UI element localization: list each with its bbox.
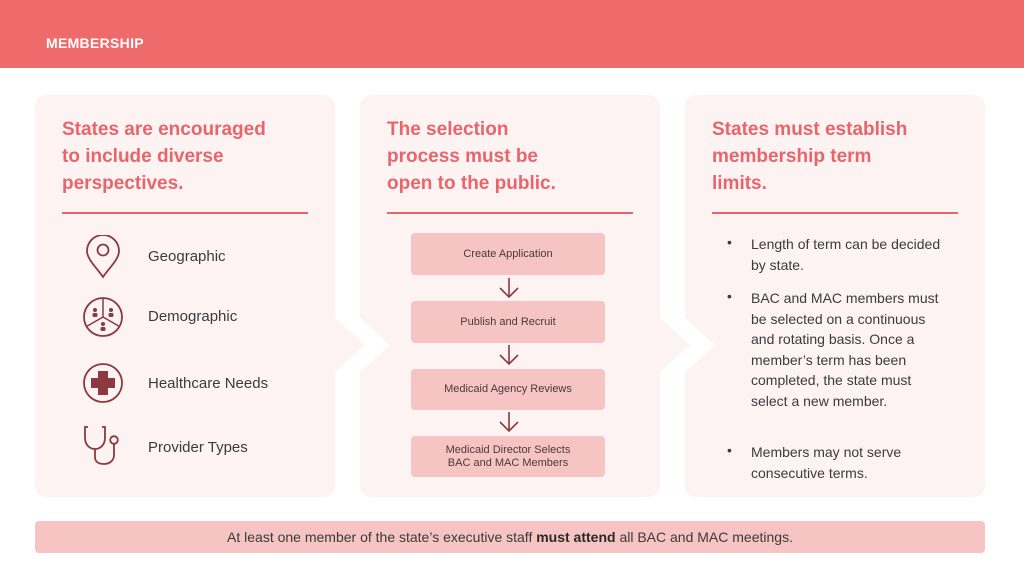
- arrow-down-icon: [497, 277, 521, 299]
- flow-step-line: Publish and Recruit: [460, 315, 556, 328]
- medical-cross-icon: [82, 362, 124, 404]
- flow-step: [411, 369, 605, 410]
- terms-title-line: States must establish: [712, 119, 908, 140]
- page-title: MEMBERSHIP: [46, 35, 144, 51]
- footer-emphasis: must attend: [536, 529, 616, 545]
- flow-step: [411, 233, 605, 275]
- people-circle-icon: [82, 296, 124, 338]
- category-healthcare-needs: Healthcare Needs: [148, 375, 269, 392]
- diverse-title-line: perspectives.: [62, 173, 184, 194]
- bullet-text: Members may not serve consecutive terms.: [751, 444, 902, 481]
- bullet-marker: •: [727, 442, 732, 458]
- arrow-down-icon: [497, 344, 521, 366]
- terms-title: [712, 116, 962, 197]
- bullet-marker: •: [727, 234, 732, 250]
- bullet-text: Length of term can be decided by state.: [751, 236, 941, 273]
- flow-step-line: Create Application: [463, 247, 553, 260]
- footer-text: At least one member of the state’s executive staff: [227, 529, 537, 545]
- selection-title: [387, 116, 637, 197]
- bullet-marker: •: [727, 288, 732, 304]
- category-demographic: Demographic: [148, 308, 238, 325]
- selection-divider: [387, 212, 633, 214]
- terms-title-line: limits.: [712, 173, 767, 194]
- arrow-down-icon: [497, 411, 521, 433]
- terms-title-line: membership term: [712, 146, 872, 167]
- category-geographic: Geographic: [148, 248, 226, 265]
- diverse-title-line: States are encouraged: [62, 119, 266, 140]
- selection-title-line: The selection: [387, 119, 509, 140]
- diverse-title: [62, 116, 312, 197]
- category-provider-types: Provider Types: [148, 439, 248, 456]
- flow-step-line: Medicaid Director Selects: [445, 443, 571, 456]
- flow-step-line: BAC and MAC Members: [447, 456, 569, 469]
- selection-title-line: process must be: [387, 146, 538, 167]
- footer-text: all BAC and MAC meetings.: [615, 529, 793, 545]
- stethoscope-icon: [82, 424, 126, 466]
- flow-step: [411, 301, 605, 343]
- location-pin-icon: [84, 235, 122, 279]
- bullet-text: BAC and MAC members must be selected on a continuous and rotating basis. Once a member’s term has been completed, the state must select a new member.: [751, 290, 939, 409]
- footer-note: [35, 521, 985, 553]
- terms-divider: [712, 212, 958, 214]
- flow-step: [411, 436, 605, 477]
- selection-title-line: open to the public.: [387, 173, 556, 194]
- flow-step-line: Medicaid Agency Reviews: [444, 383, 572, 395]
- diverse-title-line: to include diverse: [62, 146, 224, 167]
- diverse-divider: [62, 212, 308, 214]
